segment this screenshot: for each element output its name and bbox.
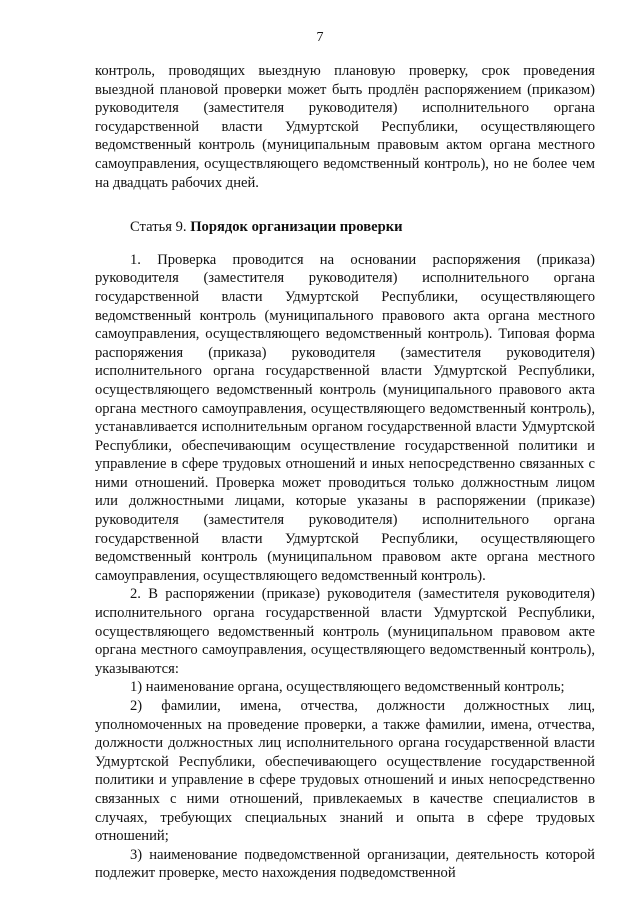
paragraph-clause-1: 1. Проверка проводится на основании распоряжения (приказа) руководителя (заместителя руководителя) исполнительного органа государственной власти Удмуртской Республики, осуществляющего ведомственный контроль (муниципального правового акта органа местного самоуправления, осуществляющего ведомственный контроль). Типовая форма распоряжения (приказа) руководителя (заместителя руководителя) исполнительного органа государственной власти Удмуртской Республики, осуществляющего ведомственный контроль (муниципального правового акта органа местного самоуправления, осуществляющего ведомственный контроль), устанавливается исполнительным органом государственной власти Удмуртской Республики, обеспечивающим осуществление государственной политики и управление в сфере трудовых отношений и иных непосредственно связанных с ними отношений. Проверка может проводиться только должностным лицом или должностными лицами, которые указаны в распоряжении (приказе) руководителя (заместителя руководителя) исполнительного органа государственной власти Удмуртской Республики, осуществляющего ведомственный контроль (муниципальном правовом акте органа местного самоуправления, осуществляющего ведомственный контроль).	[95, 251, 595, 584]
paragraph-continuation: контроль, проводящих выездную плановую проверку, срок проведения выездной плановой проверки может быть продлён распоряжением (приказом) руководителя (заместителя руководителя) исполнительного органа государственной власти Удмуртской Республики, осуществляющего ведомственный контроль (муниципальным правовым актом органа местного самоуправления, осуществляющего ведомственный контроль), но не более чем на двадцать рабочих дней.	[95, 63, 595, 191]
article-number: Статья 9.	[130, 219, 191, 236]
article-title: Порядок организации проверки	[190, 219, 403, 236]
paragraph-item-1: 1) наименование органа, осуществляющего ведомственный контроль;	[130, 679, 565, 696]
document-body	[95, 62, 595, 883]
paragraph-clause-2: 2. В распоряжении (приказе) руководителя (заместителя руководителя) исполнительного органа государственной власти Удмуртской Республики, осуществляющего ведомственный контроль (муниципальном правовом акте органа местного самоуправления, осуществляющего ведомственный контроль), указываются:	[95, 586, 595, 677]
paragraph-item-3: 3) наименование подведомственной организации, деятельность которой подлежит проверке, место нахождения подведомственной	[95, 846, 595, 882]
paragraph-item-2: 2) фамилии, имена, отчества, должности должностных лиц, уполномоченных на проведение проверки, а также фамилии, имена, отчества, должности должностных лиц исполнительного органа государственной власти Удмуртской Республики, обеспечивающего осуществление государственной политики и управление в сфере трудовых отношений и иных непосредственно связанных с ними отношений, привлекаемых в качестве специалистов в случаях, требующих специальных знаний и опыта в сфере трудовых отношений;	[95, 698, 595, 845]
page-number: 7	[316, 30, 324, 45]
article-heading	[95, 218, 595, 237]
